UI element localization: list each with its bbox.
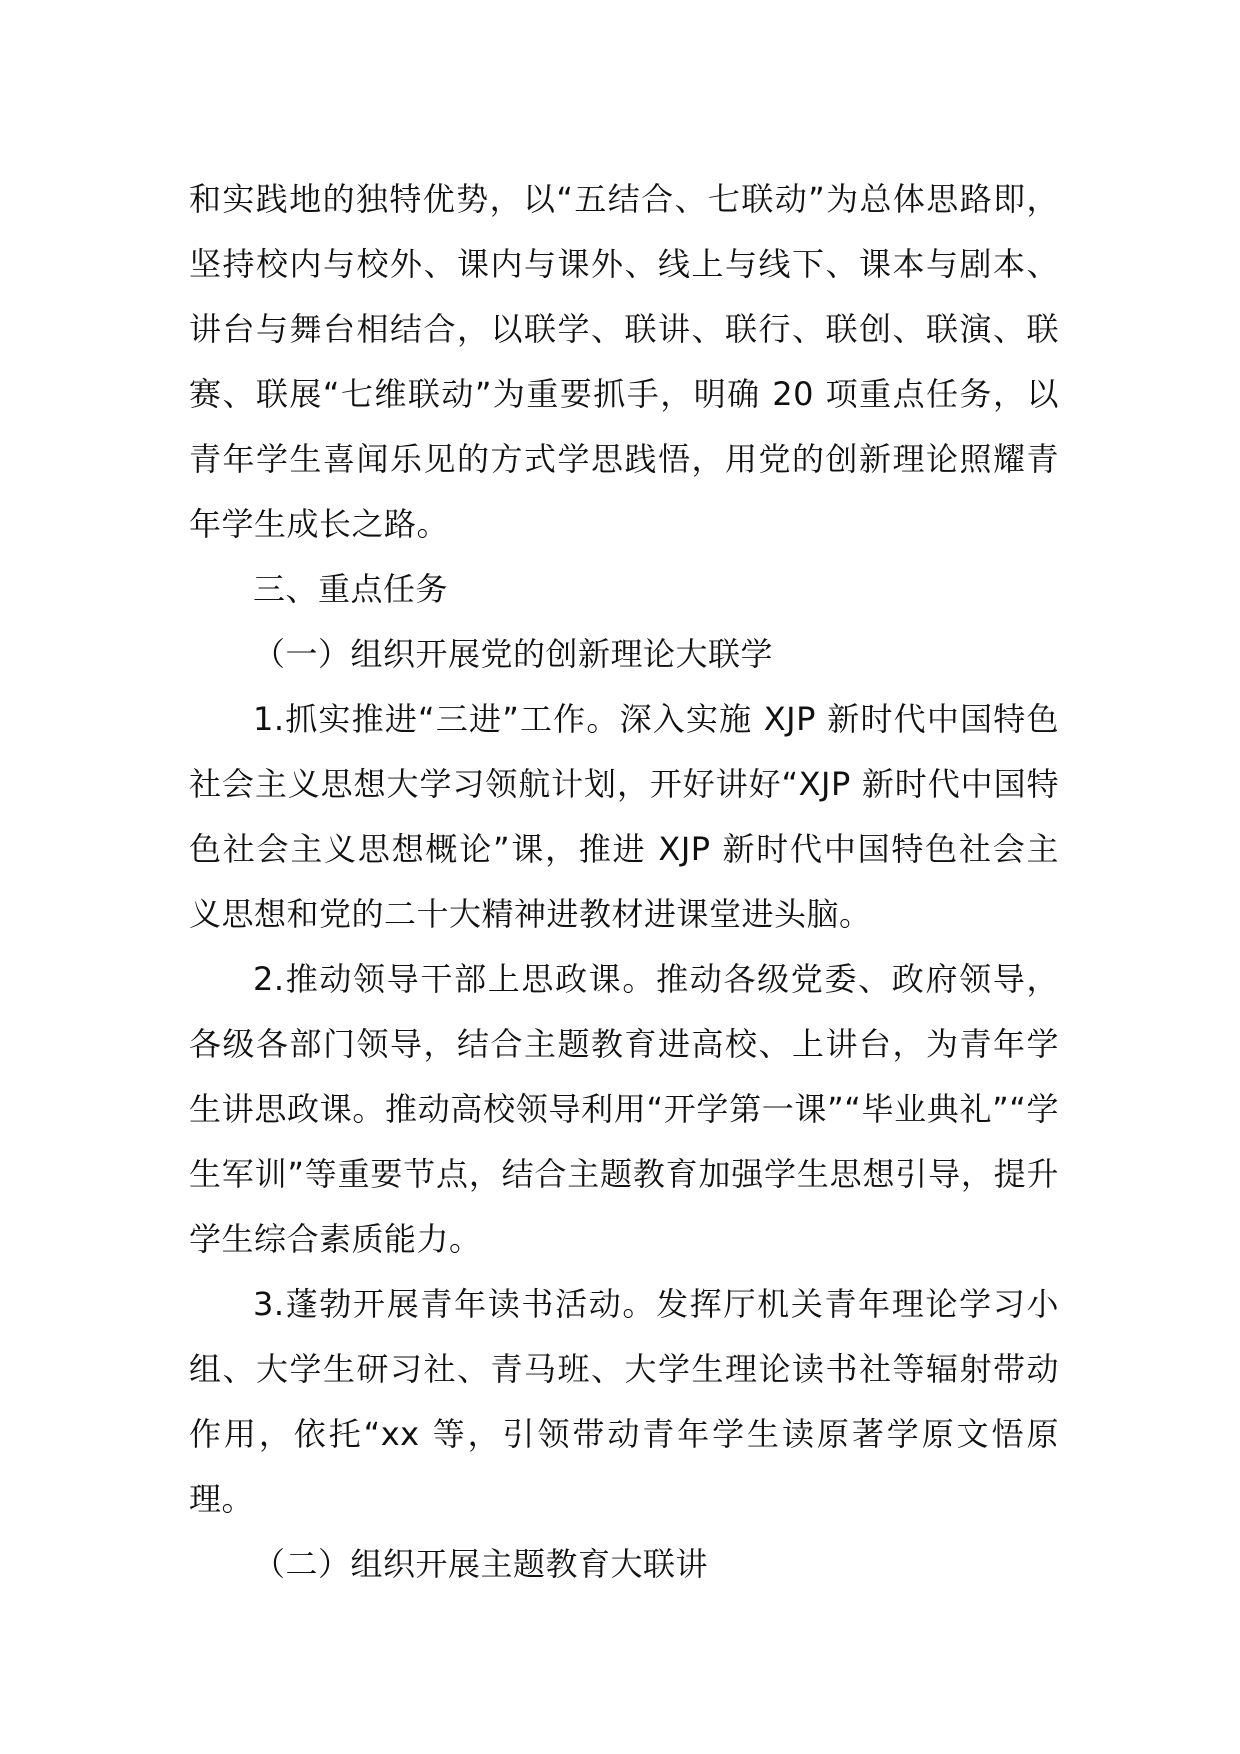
document-body <box>189 167 1059 1597</box>
paragraph-item-3: 3.蓬勃开展青年读书活动。发挥厅机关青年理论学习小组、大学生研习社、青马班、大学生理论读书社等辐射带动作用，依托“xx 等，引领带动青年学生读原著学原文悟原理。 <box>189 1285 1059 1518</box>
paragraph-item-2: 2.推动领导干部上思政课。推动各级党委、政府领导，各级各部门领导，结合主题教育进高校、上讲台，为青年学生讲思政课。推动高校领导利用“开学第一课”“毕业典礼”“学生军训”等重要节点，结合主题教育加强学生思想引导，提升学生综合素质能力。 <box>189 960 1059 1258</box>
paragraph-item-1: 1.抓实推进“三进”工作。深入实施 XJP 新时代中国特色社会主义思想大学习领航计划，开好讲好“XJP 新时代中国特色社会主义思想概论”课，推进 XJP 新时代中国特色社会主义思想和党的二十大精神进教材进课堂进头脑。 <box>189 700 1059 933</box>
paragraph-continuation: 和实践地的独特优势，以“五结合、七联动”为总体思路即，坚持校内与校外、课内与课外、线上与线下、课本与剧本、讲台与舞台相结合，以联学、联讲、联行、联创、联演、联赛、联展“七维联动”为重要抓手，明确 20 项重点任务，以青年学生喜闻乐见的方式学思践悟，用党的创新理论照耀青年学生成长之路。 <box>189 180 1059 543</box>
subsection-heading-2: （二）组织开展主题教育大联讲 <box>253 1545 709 1583</box>
section-heading-key-tasks: 三、重点任务 <box>253 570 449 608</box>
subsection-heading-1: （一）组织开展党的创新理论大联学 <box>253 635 774 673</box>
